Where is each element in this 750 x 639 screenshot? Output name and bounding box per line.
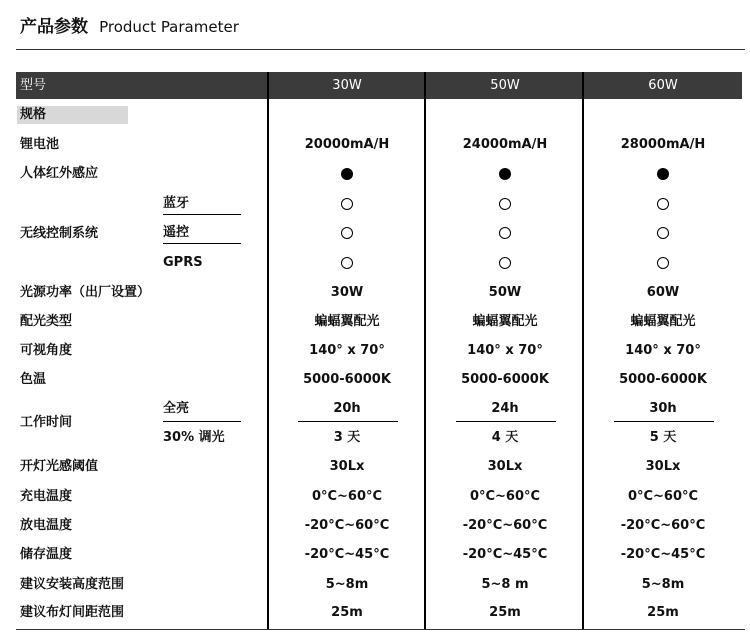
install-height-label: 建议安装高度范围	[20, 577, 125, 592]
spacing-value: 25m	[331, 605, 363, 620]
discharge-temp-value: -20°C~60°C	[462, 518, 548, 533]
spacing-value: 25m	[489, 605, 521, 620]
optics-value: 蝙蝠翼配光	[630, 314, 696, 329]
battery-value: 20000mA/H	[304, 137, 390, 152]
full-brightness-value: 30h	[649, 401, 677, 416]
storage-temp-value: -20°C~45°C	[462, 547, 548, 562]
power-value: 30W	[330, 285, 364, 300]
battery-value: 28000mA/H	[620, 137, 706, 152]
spacing-value: 25m	[647, 605, 679, 620]
storage-temp-value: -20°C~45°C	[304, 547, 390, 562]
angle-value: 140° x 70°	[309, 343, 385, 358]
dimming-value: 4 天	[491, 430, 519, 445]
full-brightness-value: 24h	[491, 401, 519, 416]
angle-value: 140° x 70°	[467, 343, 543, 358]
work-time-label: 工作时间	[20, 415, 73, 430]
hollow-circle-icon	[657, 257, 669, 269]
column-divider	[582, 72, 584, 629]
filled-dot-icon	[341, 168, 353, 180]
optics-value: 蝙蝠翼配光	[314, 314, 380, 329]
wireless-label: 无线控制系统	[20, 226, 99, 241]
spec-label: 规格	[20, 107, 47, 122]
storage-temp-label: 储存温度	[20, 547, 73, 562]
install-height-value: 5~8m	[325, 577, 369, 592]
sub-divider	[163, 421, 241, 422]
power-value: 50W	[488, 285, 522, 300]
model-label: 型号	[20, 78, 47, 93]
full-brightness-label: 全亮	[163, 401, 190, 416]
sub-divider	[163, 214, 241, 215]
hollow-circle-icon	[657, 227, 669, 239]
threshold-label: 开灯光感阈值	[20, 459, 99, 474]
charge-temp-value: 0°C~60°C	[627, 489, 699, 504]
hollow-circle-icon	[499, 227, 511, 239]
color-temp-label: 色温	[20, 372, 47, 387]
power-value: 60W	[646, 285, 680, 300]
model-60w: 60W	[648, 78, 678, 93]
color-temp-value: 5000-6000K	[461, 372, 549, 387]
angle-value: 140° x 70°	[625, 343, 701, 358]
cell-divider	[456, 421, 556, 422]
hollow-circle-icon	[499, 257, 511, 269]
column-divider	[267, 72, 269, 629]
hollow-circle-icon	[341, 198, 353, 210]
model-30w: 30W	[332, 78, 362, 93]
battery-value: 24000mA/H	[462, 137, 548, 152]
cell-divider	[614, 421, 714, 422]
hollow-circle-icon	[341, 227, 353, 239]
pir-label: 人体红外感应	[20, 166, 99, 181]
title-divider	[16, 49, 745, 50]
full-brightness-value: 20h	[333, 401, 361, 416]
optics-label: 配光类型	[20, 314, 73, 329]
filled-dot-icon	[657, 168, 669, 180]
column-divider	[424, 72, 426, 629]
table-header	[16, 72, 742, 99]
threshold-value: 30Lx	[645, 459, 681, 474]
optics-value: 蝙蝠翼配光	[472, 314, 538, 329]
cell-divider	[298, 421, 398, 422]
charge-temp-value: 0°C~60°C	[469, 489, 541, 504]
filled-dot-icon	[499, 168, 511, 180]
charge-temp-value: 0°C~60°C	[311, 489, 383, 504]
page-title	[20, 12, 239, 37]
charge-temp-label: 充电温度	[20, 489, 73, 504]
model-50w: 50W	[490, 78, 520, 93]
color-temp-value: 5000-6000K	[619, 372, 707, 387]
gprs-label: GPRS	[163, 255, 203, 270]
battery-label: 锂电池	[20, 137, 60, 152]
page-title-zh: 产品参数	[20, 17, 88, 37]
angle-label: 可视角度	[20, 343, 73, 358]
storage-temp-value: -20°C~45°C	[620, 547, 706, 562]
discharge-temp-value: -20°C~60°C	[620, 518, 706, 533]
install-height-value: 5~8m	[641, 577, 685, 592]
dimming-label: 30% 调光	[163, 430, 225, 445]
sub-divider	[163, 243, 241, 244]
table-bottom-divider	[16, 629, 745, 630]
hollow-circle-icon	[499, 198, 511, 210]
remote-label: 遥控	[163, 225, 190, 240]
discharge-temp-value: -20°C~60°C	[304, 518, 390, 533]
discharge-temp-label: 放电温度	[20, 518, 73, 533]
color-temp-value: 5000-6000K	[303, 372, 391, 387]
page-title-en: Product Parameter	[99, 18, 239, 36]
hollow-circle-icon	[341, 257, 353, 269]
dimming-value: 3 天	[333, 430, 361, 445]
power-label: 光源功率（出厂设置）	[20, 285, 151, 300]
dimming-value: 5 天	[649, 430, 677, 445]
threshold-value: 30Lx	[329, 459, 365, 474]
hollow-circle-icon	[657, 198, 669, 210]
spacing-label: 建议布灯间距范围	[20, 605, 125, 620]
bluetooth-label: 蓝牙	[163, 196, 190, 211]
threshold-value: 30Lx	[487, 459, 523, 474]
install-height-value: 5~8 m	[481, 577, 529, 592]
